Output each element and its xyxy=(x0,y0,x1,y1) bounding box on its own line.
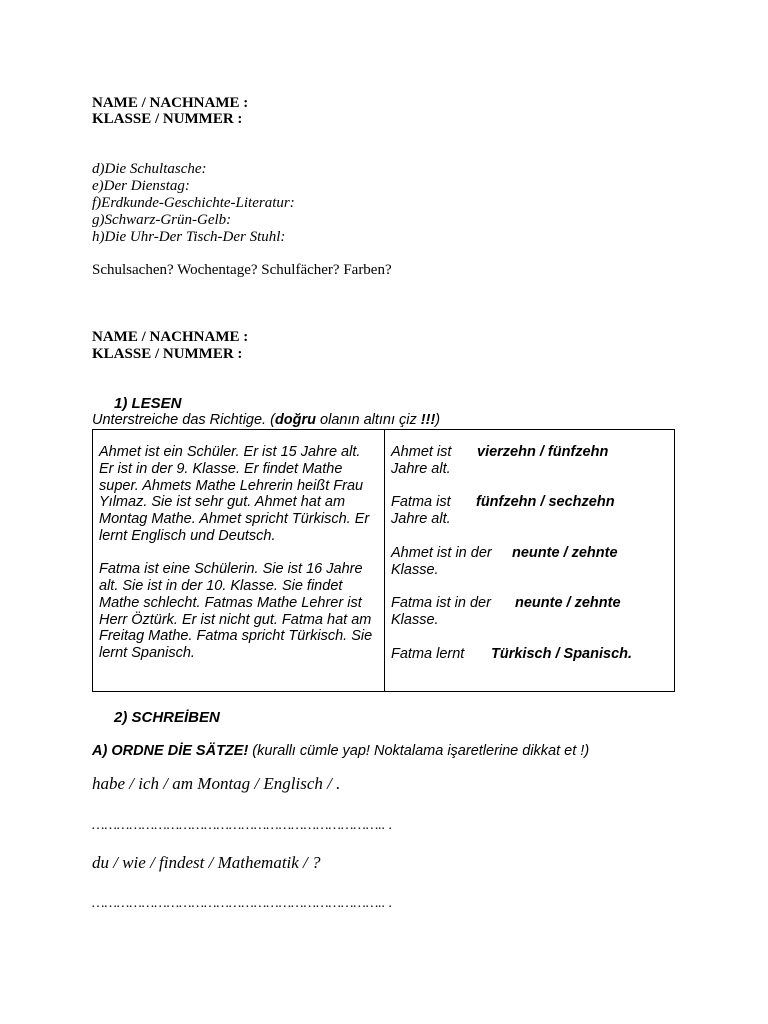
question-part-1: Fatma ist xyxy=(391,494,451,511)
reading-text-fatma: Fatma ist eine Schülerin. Sie ist 16 Jahre alt. Sie ist in der 10. Klasse. Sie findet Mathe schlecht. Fatmas Mathe Lehrer ist Herr Öztürk. Er ist nicht gut. Fatma hat am Freitag Mathe. Fatma spricht Türkisch. Sie lernt Spanisch. xyxy=(99,561,373,662)
category-item-f: f)Erdkunde-Geschichte-Literatur: xyxy=(92,195,295,211)
reading-instruction xyxy=(92,412,440,428)
instruction-bold: doğru xyxy=(274,412,317,428)
instruction-middle: olanın altını çiz xyxy=(316,412,421,428)
answer-options[interactable]: fünfzehn / sechzehn xyxy=(476,494,615,511)
question-item-1 xyxy=(391,444,671,478)
question-item-5 xyxy=(391,646,671,680)
exercise-answer-line-1[interactable]: …………………………………………………………….. . xyxy=(92,818,393,833)
task-label: A) ORDNE DİE SÄTZE! xyxy=(92,743,249,759)
question-text xyxy=(391,545,511,579)
question-part-2: Klasse. xyxy=(391,561,439,578)
answer-options[interactable]: neunte / zehnte xyxy=(512,544,618,561)
question-text xyxy=(391,444,471,478)
instruction-suffix: ) xyxy=(435,412,441,428)
answer-options[interactable]: vierzehn / fünfzehn xyxy=(477,444,609,460)
table-divider xyxy=(384,430,385,691)
name-line-second: NAME / NACHNAME : xyxy=(92,329,249,345)
reading-text-ahmet: Ahmet ist ein Schüler. Er ist 15 Jahre alt. Er ist in der 9. Klasse. Er findet Mathe super. Ahmets Mathe Lehrerin heißt Frau Yılmaz. Sie ist sehr gut. Ahmet hat am Montag Mathe. Ahmet spricht Türkisch. Er lernt Englisch und Deutsch. xyxy=(99,444,370,544)
question-text: Fatma lernt xyxy=(391,645,465,662)
name-line-top: NAME / NACHNAME : xyxy=(92,95,249,111)
answer-options[interactable]: neunte / zehnte xyxy=(515,595,621,612)
category-question: Schulsachen? Wochentage? Schulfächer? Farben? xyxy=(92,262,392,278)
category-item-h: h)Die Uhr-Der Tisch-Der Stuhl: xyxy=(92,229,286,245)
reading-table xyxy=(92,429,675,692)
question-part-1: Fatma ist in der xyxy=(391,595,491,612)
exercise-prompt-2: du / wie / findest / Mathematik / ? xyxy=(92,853,321,872)
exercise-prompt-1: habe / ich / am Montag / Englisch / . xyxy=(92,774,341,793)
section-writing-title: 2) SCHREİBEN xyxy=(114,709,220,726)
question-item-2 xyxy=(391,494,671,528)
reading-text-column xyxy=(99,444,375,662)
question-part-1: Ahmet ist in der xyxy=(391,544,492,561)
section-reading-title: 1) LESEN xyxy=(114,395,182,412)
writing-task xyxy=(92,743,589,759)
class-line-top: KLASSE / NUMMER : xyxy=(92,111,243,127)
question-item-4 xyxy=(391,595,671,629)
task-hint: (kurallı cümle yap! Noktalama işaretlerine dikkat et !) xyxy=(248,743,590,759)
answer-options[interactable]: Türkisch / Spanisch. xyxy=(491,645,633,662)
class-line-second: KLASSE / NUMMER : xyxy=(92,346,243,362)
instruction-bang: !!! xyxy=(420,412,436,428)
question-part-2: Klasse. xyxy=(391,611,439,628)
category-item-d: d)Die Schultasche: xyxy=(92,161,207,177)
exercise-answer-line-2[interactable]: …………………………………………………………….. . xyxy=(92,896,393,911)
question-part-2: Jahre alt. xyxy=(391,460,451,477)
question-part-2: Jahre alt. xyxy=(391,511,451,528)
category-item-e: e)Der Dienstag: xyxy=(92,178,190,194)
question-item-3 xyxy=(391,545,671,579)
instruction-prefix: Unterstreiche das Richtige. ( xyxy=(92,412,275,428)
question-text xyxy=(391,595,511,629)
reading-questions-column xyxy=(391,444,671,696)
question-part-1: Ahmet ist xyxy=(391,444,452,460)
question-text xyxy=(391,494,471,528)
category-item-g: g)Schwarz-Grün-Gelb: xyxy=(92,212,232,228)
